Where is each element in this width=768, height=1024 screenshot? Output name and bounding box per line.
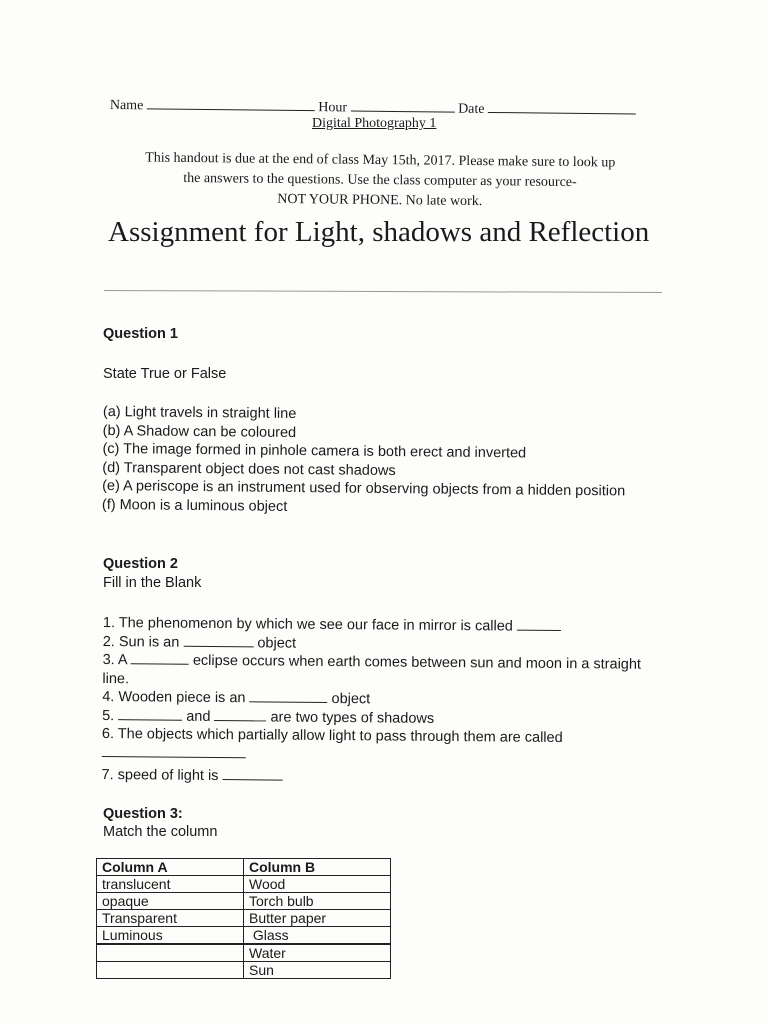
question-3-heading: Question 3: — [103, 806, 183, 822]
column-a-cell: Luminous — [97, 927, 244, 945]
column-b-cell: Wood — [244, 876, 391, 893]
q2-item-2: 2. Sun is an object — [102, 633, 297, 652]
table-row — [97, 910, 391, 927]
q2-blank-5b[interactable] — [214, 707, 266, 720]
column-b-cell: Glass — [244, 927, 391, 945]
q2-item-1: 1. The phenomenon by which we see our face in mirror is called — [103, 614, 663, 637]
q1-item-e: (e) A periscope is an instrument used for observing objects from a hidden position — [102, 477, 626, 500]
match-table — [96, 858, 391, 979]
column-a-cell — [97, 944, 244, 962]
notice-line-2: the answers to the questions. Use the class computer as your resource- — [183, 170, 577, 191]
q2-blank-1[interactable] — [517, 618, 561, 631]
column-a-cell: translucent — [97, 876, 244, 893]
q1-item-f: (f) Moon is a luminous object — [101, 496, 288, 515]
hour-blank[interactable] — [351, 99, 455, 113]
question-1-heading: Question 1 — [103, 326, 178, 342]
question-1-items — [102, 403, 663, 520]
question-2-instruction: Fill in the Blank — [103, 575, 202, 591]
title-divider — [104, 290, 662, 293]
table-row — [97, 876, 391, 893]
q2-item-3: 3. A eclipse occurs when earth comes between sun and moon in a straight line. — [102, 651, 642, 687]
table-row — [97, 944, 391, 962]
column-b-cell: Sun — [244, 962, 391, 979]
column-b-cell: Water — [244, 944, 391, 962]
question-1-instruction: State True or False — [103, 366, 227, 382]
course-name: Digital Photography 1 — [312, 116, 437, 131]
q2-blank-3[interactable] — [131, 651, 189, 665]
q2-blank-4[interactable] — [249, 689, 327, 703]
question-3-instruction: Match the column — [103, 824, 218, 840]
column-a-cell — [97, 962, 244, 979]
name-blank[interactable] — [147, 96, 315, 111]
column-a-cell: Transparent — [97, 910, 244, 927]
due-notice — [100, 148, 661, 214]
q2-blank-2[interactable] — [183, 633, 253, 647]
q1-item-b: (b) A Shadow can be coloured — [102, 422, 297, 441]
column-b-cell: Torch bulb — [244, 893, 391, 910]
table-header-row — [97, 859, 391, 876]
notice-line-3: NOT YOUR PHONE. No late work. — [277, 191, 483, 210]
q1-item-c: (c) The image formed in pinhole camera is both erect and inverted — [102, 440, 527, 462]
column-b-header: Column B — [244, 859, 391, 876]
question-2-heading: Question 2 — [103, 556, 178, 572]
q2-item-5: 5. and are two types of shadows — [102, 707, 435, 727]
column-a-cell: opaque — [97, 893, 244, 910]
table-row — [97, 927, 391, 945]
q2-item-6: 6. The objects which partially allow light to pass through them are called — [101, 725, 563, 747]
table-row — [97, 893, 391, 910]
date-blank[interactable] — [488, 100, 636, 115]
q2-item-6-answer — [102, 743, 662, 766]
q2-item-7: 7. speed of light is — [102, 766, 662, 789]
q2-blank-7[interactable] — [222, 767, 282, 781]
q1-item-d: (d) Transparent object does not cast shadows — [102, 459, 396, 479]
notice-line-1: This handout is due at the end of class May 15th, 2017. Please make sure to look up — [145, 150, 616, 171]
column-b-cell: Butter paper — [244, 910, 391, 927]
q2-item-4: 4. Wooden piece is an object — [102, 688, 371, 708]
date-label: Date — [458, 101, 485, 117]
assignment-title: Assignment for Light, shadows and Reflection — [108, 216, 650, 248]
q2-blank-6[interactable] — [102, 743, 246, 757]
table-row — [97, 962, 391, 979]
q1-item-a: (a) Light travels in straight line — [102, 403, 297, 423]
column-a-header: Column A — [97, 859, 244, 876]
q2-blank-5a[interactable] — [118, 707, 182, 721]
name-label: Name — [109, 97, 144, 114]
question-2-items — [102, 614, 663, 789]
hour-label: Hour — [318, 100, 348, 116]
